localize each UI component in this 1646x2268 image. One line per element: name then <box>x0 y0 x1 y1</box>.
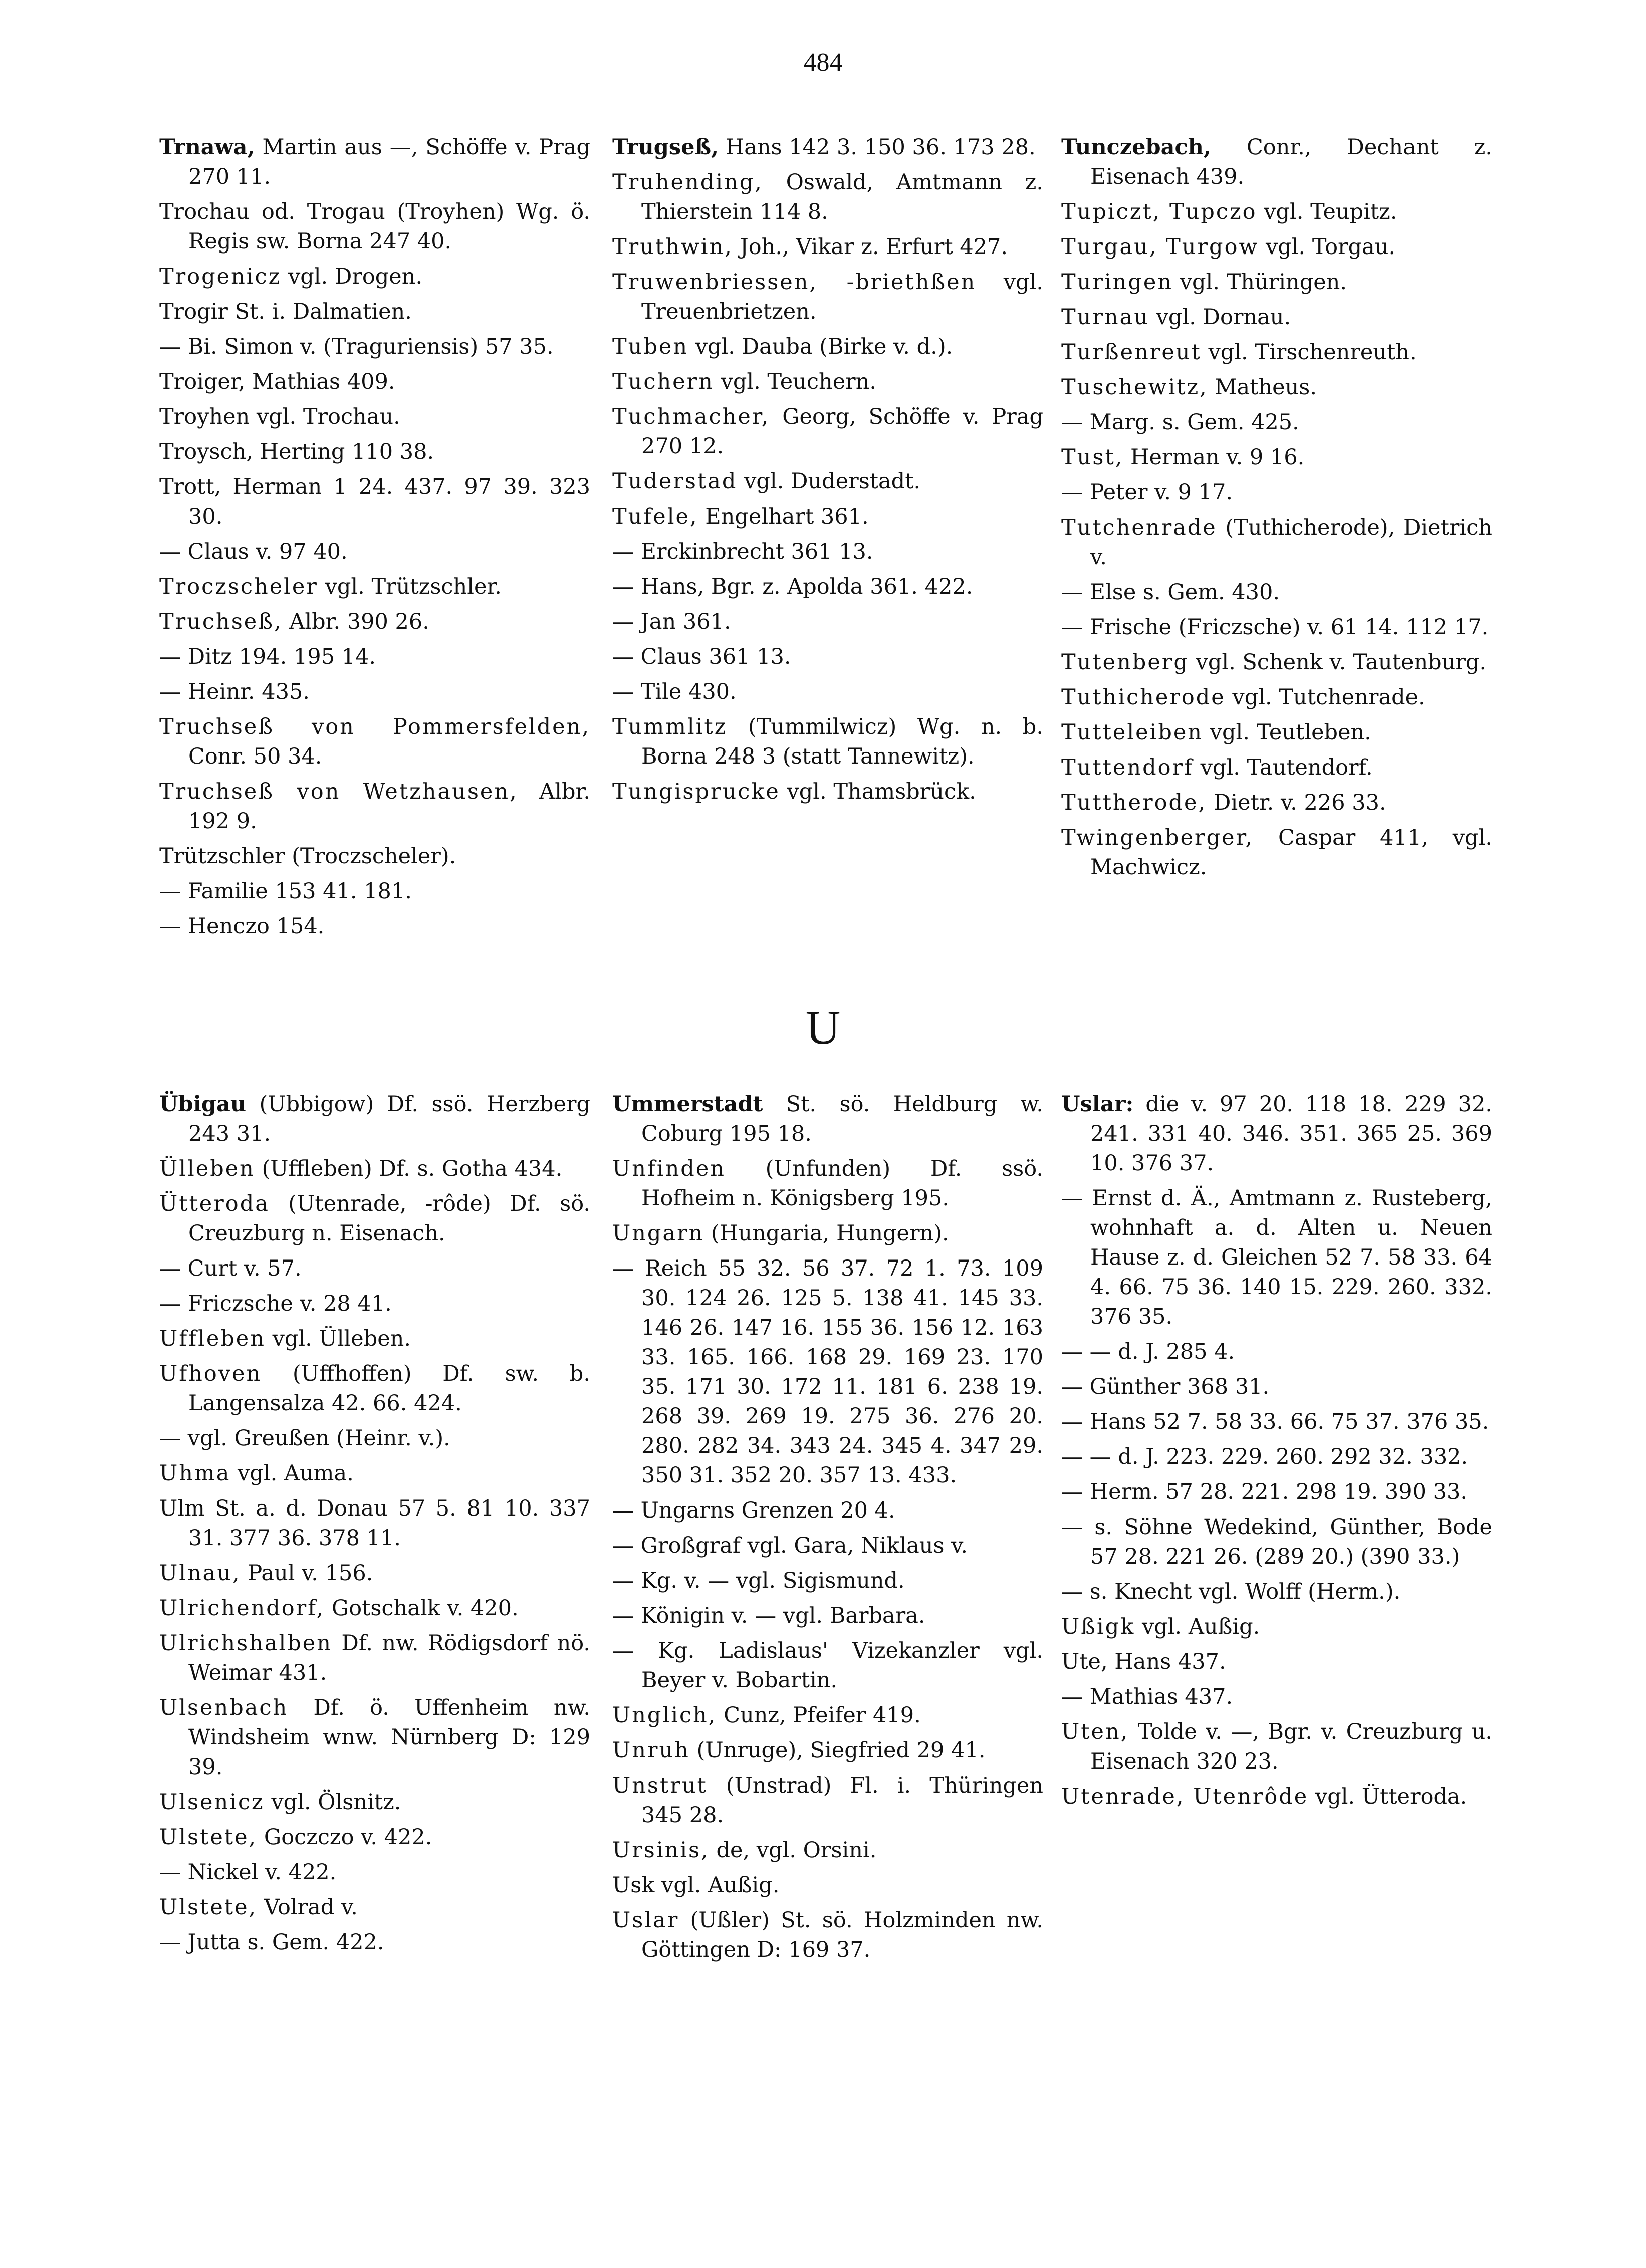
entry-headword: Trogir <box>159 299 228 324</box>
index-entry <box>159 1254 590 1284</box>
entry-text: vgl. Thamsbrück. <box>780 779 976 804</box>
entry-headword: Turgau, Turgow <box>1061 234 1259 260</box>
entry-text: Conr., Dechant z. Eisenach 439. <box>1090 135 1492 189</box>
entry-text: Albr. 192 9. <box>188 779 590 834</box>
entry-headword: Tutchenrade <box>1061 515 1217 540</box>
column-top-middle <box>612 133 1043 812</box>
entry-text: — Großgraf vgl. Gara, Niklaus v. <box>612 1533 968 1558</box>
entry-text: — Ungarns Grenzen 20 4. <box>612 1498 895 1523</box>
index-entry <box>612 133 1043 162</box>
entry-text: vgl. Tautendorf. <box>1193 755 1373 780</box>
index-entry <box>159 1189 590 1248</box>
entry-headword: Ungarn <box>612 1221 704 1246</box>
entry-headword: Ute, <box>1061 1649 1108 1674</box>
entry-headword: Ulnau, <box>159 1561 241 1586</box>
index-entry <box>1061 1513 1492 1572</box>
index-entry <box>612 677 1043 707</box>
index-entry <box>159 402 590 432</box>
index-entry <box>1061 1090 1492 1178</box>
entry-headword: Ulsenbach <box>159 1695 289 1720</box>
entry-headword: Truthwin, <box>612 234 733 260</box>
index-entry <box>159 842 590 871</box>
entry-headword: Trott, <box>159 474 221 499</box>
entry-headword: Unfinden <box>612 1156 726 1181</box>
entry-headword: Uslar <box>612 1908 679 1933</box>
entry-headword: Uslar: <box>1061 1092 1134 1117</box>
entry-text: vgl. Thüringen. <box>1173 270 1347 295</box>
entry-headword: Utenrade, Utenrôde <box>1061 1784 1309 1809</box>
entry-headword: Uten, <box>1061 1719 1129 1744</box>
index-entry <box>159 1858 590 1887</box>
index-entry <box>1061 683 1492 712</box>
entry-text: — Königin v. — vgl. Barbara. <box>612 1603 925 1628</box>
index-entry <box>612 467 1043 496</box>
index-entry <box>612 537 1043 567</box>
entry-text: (Ußler) St. sö. Holzminden nw. Göttingen D: 169 37. <box>641 1908 1043 1962</box>
index-entry <box>612 232 1043 262</box>
entry-headword: Ulm <box>159 1496 205 1521</box>
index-entry <box>159 1324 590 1354</box>
index-entry <box>1061 1184 1492 1332</box>
entry-text: — Curt v. 57. <box>159 1256 302 1281</box>
entry-text: — Jan 361. <box>612 609 731 634</box>
entry-headword: Ülleben <box>159 1156 255 1181</box>
entry-headword: Tupiczt, Tupczo <box>1061 199 1257 224</box>
index-entry <box>159 572 590 602</box>
index-entry <box>1061 718 1492 747</box>
entry-text: Caspar 411, vgl. Machwicz. <box>1090 825 1492 880</box>
index-entry <box>612 572 1043 602</box>
entry-headword: Truchseß von Wetzhausen, <box>159 779 518 804</box>
entry-headword: Tuthicherode <box>1061 685 1226 710</box>
index-entry <box>159 1494 590 1553</box>
index-entry <box>159 607 590 637</box>
entry-text: Conr. 50 34. <box>188 744 322 769</box>
entry-text: — Hans 52 7. 58 33. 66. 75 37. 376 35. <box>1061 1409 1489 1434</box>
index-entry <box>612 332 1043 362</box>
index-entry <box>1061 1372 1492 1402</box>
index-entry <box>612 1090 1043 1149</box>
index-entry <box>1061 1337 1492 1367</box>
entry-headword: Tuchern <box>612 369 714 394</box>
entry-text: vgl. Außig. <box>654 1873 780 1898</box>
index-entry <box>159 133 590 192</box>
entry-text: St. i. Dalmatien. <box>227 299 412 324</box>
entry-text: — Peter v. 9 17. <box>1061 480 1233 505</box>
index-entry <box>159 1090 590 1149</box>
entry-headword: Ulstete, <box>159 1895 258 1920</box>
entry-headword: Twingenberger, <box>1061 825 1254 850</box>
index-entry <box>159 1559 590 1588</box>
entry-headword: Tuttherode, <box>1061 790 1207 815</box>
index-entry <box>159 912 590 941</box>
index-entry <box>1061 823 1492 882</box>
index-entry <box>159 877 590 906</box>
entry-text: Hans 437. <box>1107 1649 1226 1674</box>
entry-headword: Tuben <box>612 334 689 359</box>
entry-headword: Tuchmacher, <box>612 404 770 429</box>
index-entry <box>1061 1612 1492 1642</box>
entry-headword: Troczscheler <box>159 574 318 599</box>
index-entry <box>612 168 1043 227</box>
index-entry <box>1061 1442 1492 1472</box>
entry-text: — Familie 153 41. 181. <box>159 879 412 904</box>
entry-text: vgl. Treuenbrietzen. <box>641 270 1043 324</box>
entry-text: (Uffleben) Df. s. Gotha 434. <box>255 1156 563 1181</box>
entry-text: (Tuthicherode), Dietrich v. <box>1090 515 1492 570</box>
entry-headword: Ulsenicz <box>159 1790 265 1815</box>
entry-headword: Ußigk <box>1061 1614 1135 1639</box>
index-entry <box>612 1566 1043 1596</box>
entry-headword: Turßenreut <box>1061 340 1202 365</box>
entry-headword: Trogenicz <box>159 264 282 289</box>
index-entry <box>159 1893 590 1922</box>
entry-text: die v. 97 20. 118 18. 229 32. 241. 331 40. 346. 351. 365 25. 369 10. 376 37. <box>1090 1092 1492 1176</box>
entry-text: (Hungaria, Hungern). <box>704 1221 949 1246</box>
column-bottom-right <box>1061 1090 1492 1817</box>
entry-text: Albr. 390 26. <box>282 609 429 634</box>
index-entry <box>612 1771 1043 1830</box>
entry-text: — — d. J. 285 4. <box>1061 1339 1235 1364</box>
entry-text: Matheus. <box>1208 375 1317 400</box>
index-entry <box>159 437 590 467</box>
entry-text: vgl. Trützschler. <box>318 574 502 599</box>
entry-text: vgl. Teutleben. <box>1203 720 1371 745</box>
index-entry <box>159 1424 590 1453</box>
entry-text: Goczczo v. 422. <box>257 1825 432 1850</box>
entry-text: Dietr. v. 226 33. <box>1207 790 1386 815</box>
entry-headword: Ufhoven <box>159 1361 262 1386</box>
section-letter: U <box>805 1000 841 1054</box>
column-top-left <box>159 133 590 947</box>
index-entry <box>1061 1407 1492 1437</box>
entry-text: — Claus v. 97 40. <box>159 539 348 564</box>
index-entry <box>159 777 590 836</box>
entry-text: — Reich 55 32. 56 37. 72 1. 73. 109 30. 124 26. 125 5. 138 41. 145 33. 146 26. 147 16. 155 36. 156 12. 163 33. 165. 166. 168 29. 169 23. 170 35. 171 30. 172 11. 181 6. 238 19. 268 39. 269 19. 275 36. 276 20. 280. 282 34. 343 24. 345 4. 347 29. 350 31. 352 20. 357 13. 433. <box>612 1256 1043 1488</box>
index-entry <box>612 1154 1043 1213</box>
entry-headword: Trochau <box>159 199 250 224</box>
entry-text: (Unstrad) Fl. i. Thüringen 345 28. <box>641 1773 1043 1828</box>
entry-text: — Friczsche v. 28 41. <box>159 1291 392 1316</box>
index-entry <box>159 1693 590 1782</box>
index-entry <box>612 1636 1043 1695</box>
index-entry <box>1061 133 1492 192</box>
index-entry <box>1061 1647 1492 1677</box>
entry-text: Tolde v. —, Bgr. v. Creuzburg u. Eisenach 320 23. <box>1090 1719 1492 1774</box>
column-bottom-left <box>159 1090 590 1963</box>
entry-headword: Troiger, <box>159 369 246 394</box>
entry-text: vgl. Dornau. <box>1149 305 1291 330</box>
entry-headword: Trützschler <box>159 844 285 869</box>
page-number: 484 <box>803 48 843 77</box>
index-entry <box>159 262 590 292</box>
entry-text: — Mathias 437. <box>1061 1684 1233 1709</box>
entry-text: vgl. Ütteroda. <box>1308 1784 1467 1809</box>
entry-text: Herting 110 38. <box>253 439 434 464</box>
entry-text: (Troczscheler). <box>285 844 456 869</box>
entry-text: — — d. J. 223. 229. 260. 292 32. 332. <box>1061 1444 1468 1469</box>
entry-text: Herman v. 9 16. <box>1123 445 1305 470</box>
index-entry <box>612 1601 1043 1631</box>
index-entry <box>159 712 590 772</box>
entry-headword: Truchseß, <box>159 609 283 634</box>
entry-headword: Ütteroda <box>159 1191 270 1216</box>
entry-text: (Unruge), Siegfried 29 41. <box>689 1738 986 1763</box>
index-entry <box>612 712 1043 772</box>
index-entry <box>612 1871 1043 1900</box>
index-entry <box>159 1928 590 1957</box>
entry-headword: Trugseß, <box>612 135 719 160</box>
entry-text: vgl. Schenk v. Tautenburg. <box>1189 650 1487 675</box>
entry-headword: Tuschewitz, <box>1061 375 1208 400</box>
entry-text: Joh., Vikar z. Erfurt 427. <box>733 234 1008 260</box>
entry-text: — Tile 430. <box>612 679 737 704</box>
entry-text: St. a. d. Donau 57 5. 81 10. 337 31. 377 36. 378 11. <box>188 1496 590 1551</box>
column-bottom-middle <box>612 1090 1043 1970</box>
entry-text: Cunz, Pfeifer 419. <box>717 1703 921 1728</box>
entry-text: — Kg. v. — vgl. Sigismund. <box>612 1568 905 1593</box>
index-entry <box>159 677 590 707</box>
entry-headword: Tuderstad <box>612 469 738 494</box>
entry-text: vgl. Duderstadt. <box>737 469 921 494</box>
index-entry <box>1061 1577 1492 1607</box>
index-entry <box>612 777 1043 807</box>
index-entry <box>1061 513 1492 572</box>
entry-text: vgl. Tutchenrade. <box>1225 685 1425 710</box>
entry-text: vgl. Auma. <box>230 1461 354 1486</box>
index-entry <box>612 607 1043 637</box>
entry-text: — s. Söhne Wedekind, Günther, Bode 57 28. 221 26. (289 20.) (390 33.) <box>1061 1515 1492 1569</box>
entry-text: — Jutta s. Gem. 422. <box>159 1930 384 1955</box>
entry-text: vgl. Drogen. <box>281 264 423 289</box>
entry-headword: Trnawa, <box>159 135 255 160</box>
index-entry <box>1061 753 1492 783</box>
column-top-right <box>1061 133 1492 888</box>
entry-headword: Troysch, <box>159 439 253 464</box>
entry-headword: Uffleben <box>159 1326 266 1351</box>
index-entry <box>1061 408 1492 437</box>
entry-headword: Tunczebach, <box>1061 135 1211 160</box>
entry-headword: Unglich, <box>612 1703 717 1728</box>
entry-text: — Ernst d. Ä., Amtmann z. Rusteberg, wohnhaft a. d. Alten u. Neuen Hause z. d. Gleichen 52 7. 58 33. 64 4. 66. 75 36. 140 15. 229. 260. 332. 376 35. <box>1061 1186 1492 1329</box>
entry-text: — Claus 361 13. <box>612 644 791 669</box>
entry-headword: Turingen <box>1061 270 1173 295</box>
entry-text: Georg, Schöffe v. Prag 270 12. <box>641 404 1043 459</box>
entry-headword: Tufele, <box>612 504 698 529</box>
index-entry <box>612 502 1043 532</box>
entry-text: (Ubbigow) Df. ssö. Herzberg 243 31. <box>188 1092 590 1146</box>
index-entry <box>612 367 1043 397</box>
entry-text: vgl. Außig. <box>1135 1614 1260 1639</box>
index-entry <box>612 1701 1043 1730</box>
index-entry <box>1061 788 1492 818</box>
entry-text: vgl. Teuchern. <box>714 369 877 394</box>
index-entry <box>612 1906 1043 1965</box>
entry-headword: Ummerstadt <box>612 1092 763 1117</box>
index-entry <box>612 1254 1043 1490</box>
entry-headword: Tungisprucke <box>612 779 780 804</box>
entry-headword: Übigau <box>159 1092 247 1117</box>
entry-text: vgl. Ölsnitz. <box>264 1790 401 1815</box>
entry-headword: Troyhen <box>159 404 250 429</box>
index-entry <box>1061 232 1492 262</box>
entry-text: (Unfunden) Df. ssö. Hofheim n. Königsberg 195. <box>641 1156 1043 1211</box>
index-entry <box>159 297 590 327</box>
entry-text: (Utenrade, -rôde) Df. sö. Creuzburg n. Eisenach. <box>188 1191 590 1246</box>
index-entry <box>159 1823 590 1852</box>
entry-headword: Tutenberg <box>1061 650 1189 675</box>
index-entry <box>1061 1682 1492 1712</box>
entry-text: vgl. Torgau. <box>1259 234 1396 260</box>
entry-text: — Günther 368 31. <box>1061 1374 1270 1399</box>
entry-text: St. sö. Heldburg w. Coburg 195 18. <box>641 1092 1043 1146</box>
index-entry <box>1061 1477 1492 1507</box>
index-entry <box>612 1836 1043 1865</box>
index-entry <box>159 367 590 397</box>
entry-text: — Bi. Simon v. (Traguriensis) 57 35. <box>159 334 554 359</box>
entry-text: — s. Knecht vgl. Wolff (Herm.). <box>1061 1579 1401 1604</box>
entry-headword: Ursinis, <box>612 1838 710 1863</box>
index-entry <box>612 1496 1043 1526</box>
index-entry <box>1061 303 1492 332</box>
entry-text: — Heinr. 435. <box>159 679 310 704</box>
index-entry <box>159 1629 590 1688</box>
entry-text: — Marg. s. Gem. 425. <box>1061 410 1299 435</box>
index-entry <box>612 1219 1043 1248</box>
entry-text: — vgl. Greußen (Heinr. v.). <box>159 1426 450 1451</box>
entry-text: Mathias 409. <box>245 369 395 394</box>
index-entry <box>159 332 590 362</box>
index-entry <box>1061 578 1492 607</box>
entry-text: — Erckinbrecht 361 13. <box>612 539 873 564</box>
index-entry <box>1061 613 1492 642</box>
entry-text: vgl. Tirschenreuth. <box>1201 340 1417 365</box>
entry-headword: Unruh <box>612 1738 690 1763</box>
entry-text: Gotschalk v. 420. <box>325 1596 519 1621</box>
index-entry <box>1061 443 1492 472</box>
entry-text: — Nickel v. 422. <box>159 1860 337 1885</box>
entry-headword: Unstrut <box>612 1773 708 1798</box>
entry-headword: Ulstete, <box>159 1825 258 1850</box>
entry-text: — Kg. Ladislaus' Vizekanzler vgl. Beyer v. Bobartin. <box>612 1638 1043 1693</box>
index-entry <box>1061 648 1492 677</box>
index-entry <box>159 1459 590 1488</box>
index-entry <box>612 642 1043 672</box>
index-entry <box>159 1594 590 1623</box>
entry-text: vgl. Ülleben. <box>265 1326 411 1351</box>
entry-text: vgl. Teupitz. <box>1257 199 1397 224</box>
entry-headword: Tuttendorf <box>1061 755 1194 780</box>
entry-text: de, vgl. Orsini. <box>709 1838 877 1863</box>
index-entry <box>159 1289 590 1319</box>
index-entry <box>159 537 590 567</box>
entry-text: od. Trogau (Troyhen) Wg. ö. Regis sw. Borna 247 40. <box>188 199 590 254</box>
index-entry <box>1061 1717 1492 1777</box>
entry-headword: Tust, <box>1061 445 1124 470</box>
entry-text: — Ditz 194. 195 14. <box>159 644 376 669</box>
index-entry <box>612 402 1043 461</box>
index-entry <box>159 1788 590 1817</box>
entry-text: Herman 1 24. 437. 97 39. 323 30. <box>188 474 590 529</box>
entry-text: vgl. Dauba (Birke v. d.). <box>688 334 953 359</box>
entry-text: vgl. Trochau. <box>250 404 400 429</box>
entry-text: Df. ö. Uffenheim nw. Windsheim wnw. Nürnberg D: 129 39. <box>188 1695 590 1780</box>
entry-headword: Truhending, <box>612 170 763 195</box>
entry-text: Oswald, Amtmann z. Thierstein 114 8. <box>641 170 1043 224</box>
entry-headword: Ulrichendorf, <box>159 1596 325 1621</box>
index-entry <box>1061 1782 1492 1812</box>
index-entry <box>1061 197 1492 227</box>
index-entry <box>612 1531 1043 1561</box>
entry-headword: Truwenbriessen, -briethßen <box>612 270 977 295</box>
index-entry <box>1061 338 1492 367</box>
entry-headword: Uhma <box>159 1461 231 1486</box>
entry-headword: Ulrichshalben <box>159 1631 332 1656</box>
index-entry <box>159 472 590 532</box>
index-entry <box>612 1736 1043 1766</box>
index-entry <box>1061 478 1492 508</box>
index-entry <box>159 1359 590 1418</box>
index-entry <box>159 642 590 672</box>
index-entry <box>159 197 590 257</box>
entry-headword: Tummlitz <box>612 714 728 739</box>
entry-text: — Hans, Bgr. z. Apolda 361. 422. <box>612 574 973 599</box>
entry-text: Df. nw. Rödigsdorf nö. Weimar 431. <box>188 1631 590 1685</box>
index-entry <box>1061 373 1492 402</box>
entry-headword: Truchseß von Pommersfelden, <box>159 714 590 739</box>
entry-headword: Usk <box>612 1873 655 1898</box>
entry-headword: Turnau <box>1061 305 1149 330</box>
entry-text: Martin aus —, Schöffe v. Prag 270 11. <box>188 135 590 189</box>
entry-text: Paul v. 156. <box>241 1561 373 1586</box>
entry-text: Hans 142 3. 150 36. 173 28. <box>719 135 1036 160</box>
entry-text: — Herm. 57 28. 221. 298 19. 390 33. <box>1061 1479 1468 1504</box>
entry-text: Engelhart 361. <box>698 504 869 529</box>
index-entry <box>1061 268 1492 297</box>
entry-text: (Tummilwicz) Wg. n. b. Borna 248 3 (statt Tannewitz). <box>641 714 1043 769</box>
entry-text: — Frische (Friczsche) v. 61 14. 112 17. <box>1061 615 1489 640</box>
entry-text: Volrad v. <box>257 1895 358 1920</box>
entry-text: (Uffhoffen) Df. sw. b. Langensalza 42. 66. 424. <box>188 1361 590 1416</box>
entry-headword: Tutteleiben <box>1061 720 1204 745</box>
entry-text: — Henczo 154. <box>159 914 325 939</box>
index-entry <box>159 1154 590 1184</box>
entry-text: — Else s. Gem. 430. <box>1061 580 1280 605</box>
index-entry <box>612 268 1043 327</box>
